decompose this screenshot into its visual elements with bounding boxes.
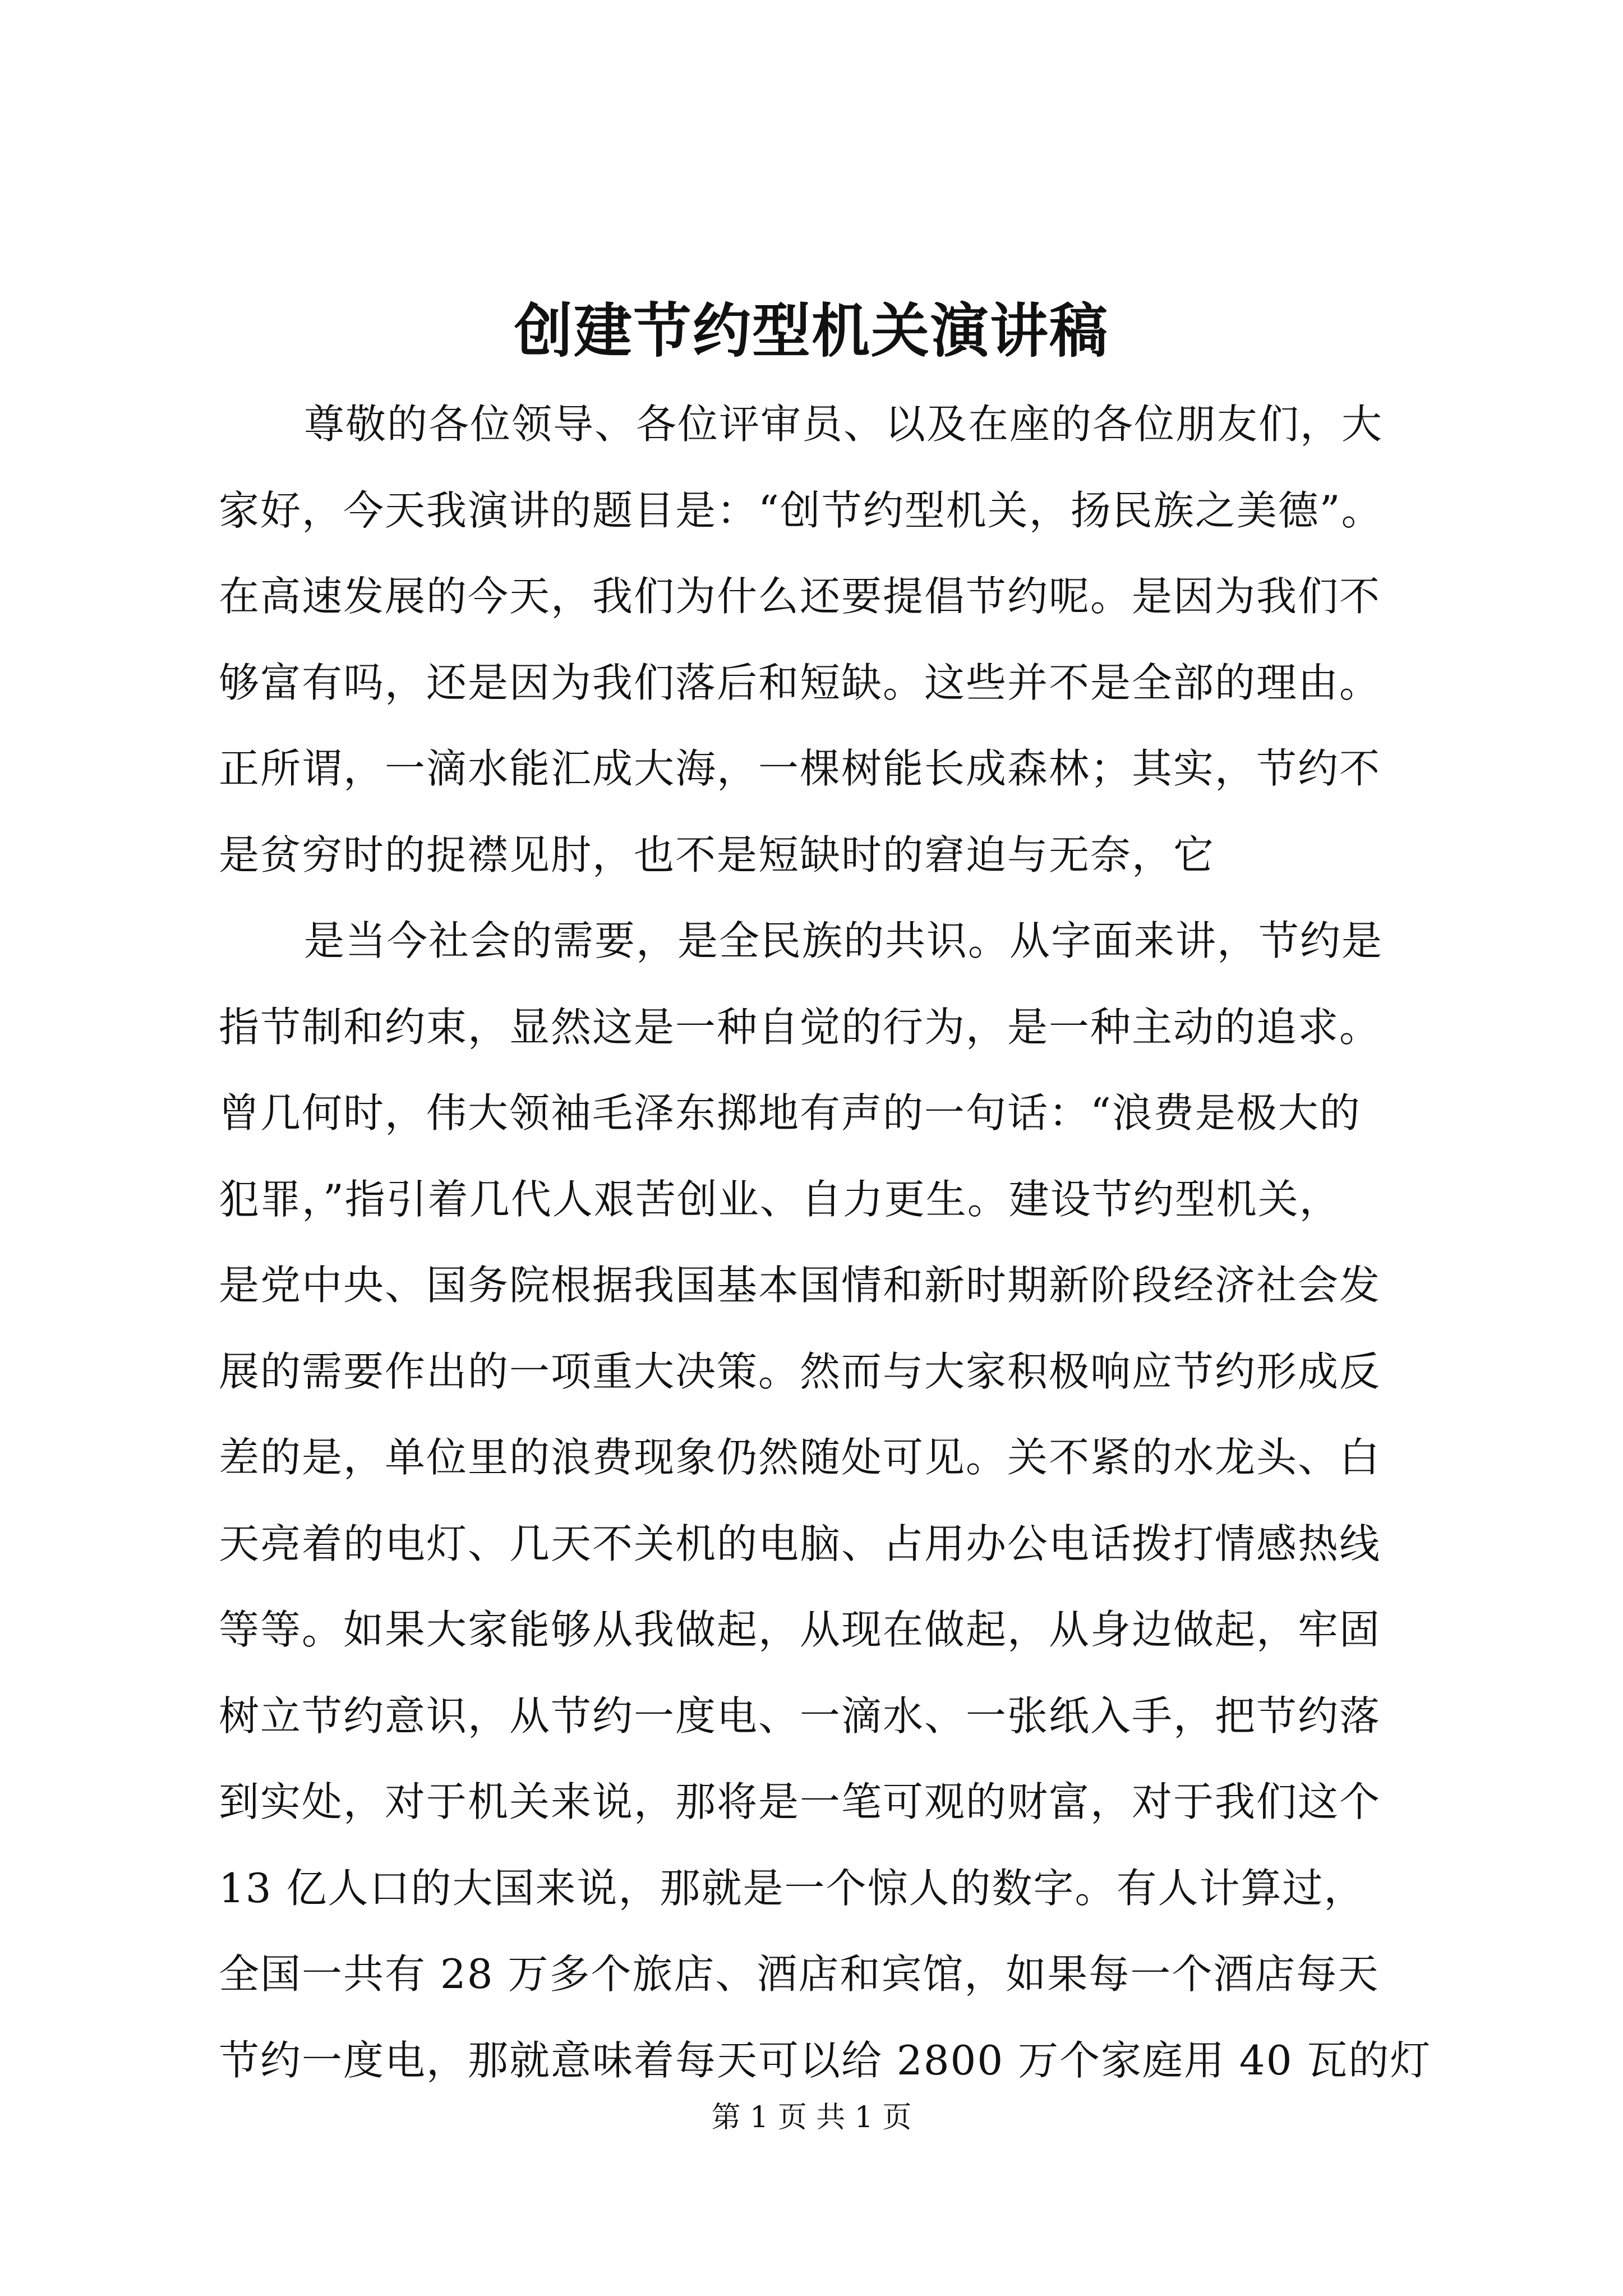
paragraph-2-line: 到实处，对于机关来说，那将是一笔可观的财富，对于我们这个 — [219, 1778, 1381, 1825]
paragraph-2-line: 等等。如果大家能够从我做起，从现在做起，从身边做起，牢固 — [219, 1606, 1381, 1653]
paragraph-2-line: 天亮着的电灯、几天不关机的电脑、占用办公电话拨打情感热线 — [219, 1520, 1381, 1567]
paragraph-2-line: 13 亿人口的大国来说，那就是一个惊人的数字。有人计算过， — [219, 1864, 1366, 1912]
paragraph-2-line: 差的是，单位里的浪费现象仍然随处可见。关不紧的水龙头、白 — [219, 1434, 1381, 1481]
paragraph-2-line: 树立节约意识，从节约一度电、一滴水、一张纸入手，把节约落 — [219, 1692, 1381, 1740]
paragraph-1-line: 正所谓，一滴水能汇成大海，一棵树能长成森林；其实，节约不 — [219, 745, 1381, 792]
paragraph-2-line: 展的需要作出的一项重大决策。然而与大家积极响应节约形成反 — [219, 1347, 1381, 1395]
paragraph-2-line: 指节制和约束，显然这是一种自觉的行为，是一种主动的追求。 — [219, 1003, 1381, 1051]
paragraph-1-line: 是贫穷时的捉襟见肘，也不是短缺时的窘迫与无奈，它 — [219, 831, 1215, 878]
document-body — [219, 381, 1432, 2104]
paragraph-1-line: 在高速发展的今天，我们为什么还要提倡节约呢。是因为我们不 — [219, 573, 1381, 620]
paragraph-2-line: 节约一度电，那就意味着每天可以给 2800 万个家庭用 40 瓦的灯 — [219, 2036, 1432, 2084]
paragraph-2-line: 是党中央、国务院根据我国基本国情和新时期新阶段经济社会发 — [219, 1262, 1381, 1309]
paragraph-1-line: 家好，今天我演讲的题目是：“创节约型机关，扬民族之美德”。 — [219, 486, 1383, 534]
document-title: 创建节约型机关演讲稿 — [514, 296, 1109, 365]
paragraph-1-line: 够富有吗，还是因为我们落后和短缺。这些并不是全部的理由。 — [219, 659, 1381, 706]
paragraph-2-line: 曾几何时，伟大领袖毛泽东掷地有声的一句话：“浪费是极大的 — [219, 1089, 1361, 1137]
page-footer: 第 1 页 共 1 页 — [711, 2101, 912, 2134]
paragraph-2-line: 犯罪，”指引着几代人艰苦创业、自力更生。建设节约型机关， — [219, 1175, 1341, 1223]
paragraph-2-line: 是当今社会的需要，是全民族的共识。从字面来讲，节约是 — [304, 917, 1384, 964]
paragraph-2-line: 全国一共有 28 万多个旅店、酒店和宾馆，如果每一个酒店每天 — [219, 1950, 1380, 1998]
paragraph-1-line: 尊敬的各位领导、各位评审员、以及在座的各位朋友们，大 — [304, 401, 1384, 448]
